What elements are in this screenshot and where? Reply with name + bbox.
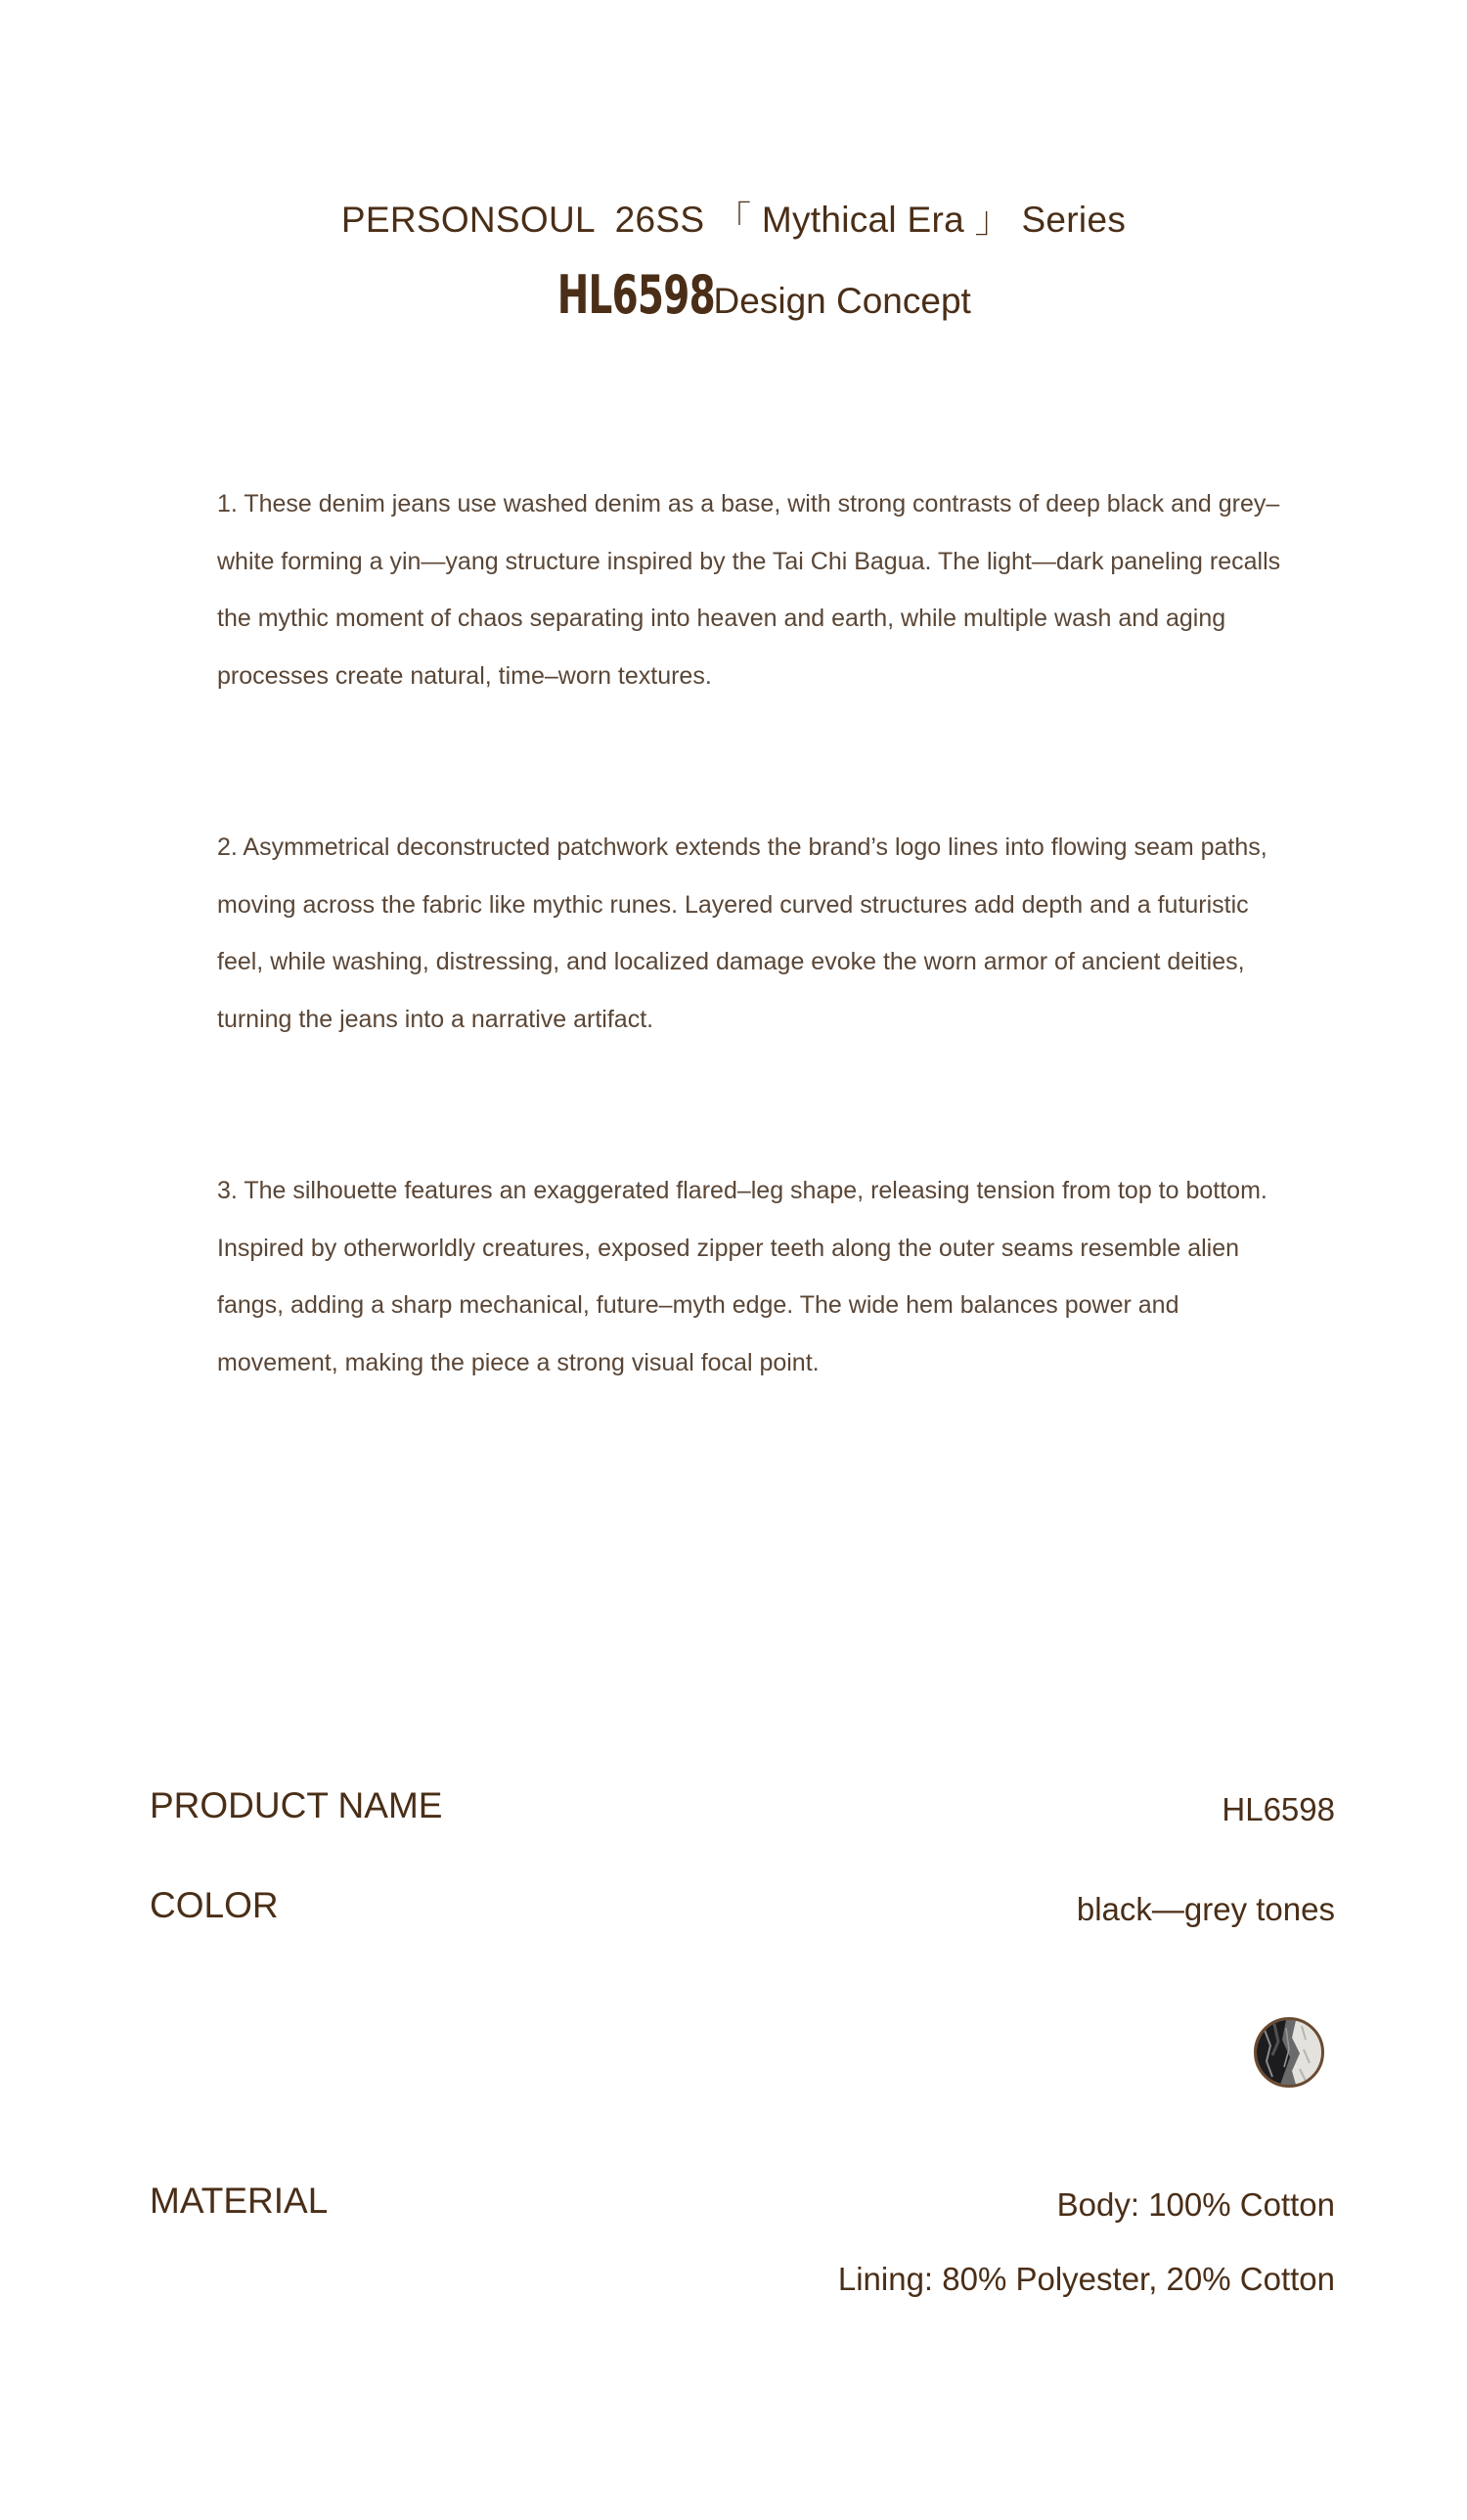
product-code-heading: HL6598 [556, 264, 716, 326]
design-concept-text [217, 475, 1283, 1391]
product-name-value: HL6598 [1222, 1791, 1335, 1827]
material-body-value: Body: 100% Cotton [1056, 2186, 1335, 2223]
color-value: black—grey tones [1076, 1891, 1335, 1927]
page-header [0, 196, 1467, 338]
denim-fabric-swatch-icon [1254, 2017, 1324, 2088]
concept-paragraph-3: 3. The silhouette features an exaggerated flared–leg shape, releasing tension from top to bottom. Inspired by otherworldly creatures, exposed zipper teeth along the outer seams resemble alien fangs, adding a sharp mechanical, future–myth edge. The wide hem balances power and movement, making the piece a strong visual focal point. [217, 1177, 1267, 1376]
material-lining-value: Lining: 80% Polyester, 20% Cotton [837, 2261, 1335, 2297]
concept-paragraph-2: 2. Asymmetrical deconstructed patchwork extends the brand’s logo lines into flowing seam paths, moving across the fabric like mythic runes. Layered curved structures add depth and a futuristic feel, while washing, distressing, and localized damage evoke the worn armor of ancient deities, turning the jeans into a narrative artifact. [217, 833, 1267, 1033]
color-label: COLOR [150, 1885, 279, 1925]
series-title: PERSONSOUL 26SS 「 Mythical Era 」 Series [340, 200, 1127, 240]
product-name-label: PRODUCT NAME [150, 1785, 443, 1825]
material-label: MATERIAL [150, 2181, 329, 2221]
concept-paragraph-1: 1. These denim jeans use washed denim as a base, with strong contrasts of deep black and grey–white forming a yin—yang structure inspired by the Tai Chi Bagua. The light—dark paneling recalls the mythic moment of chaos separating into heaven and earth, while multiple wash and aging processes create natural, time–worn textures. [217, 490, 1281, 690]
design-concept-label: Design Concept [713, 281, 971, 321]
concept-title [0, 266, 1467, 338]
